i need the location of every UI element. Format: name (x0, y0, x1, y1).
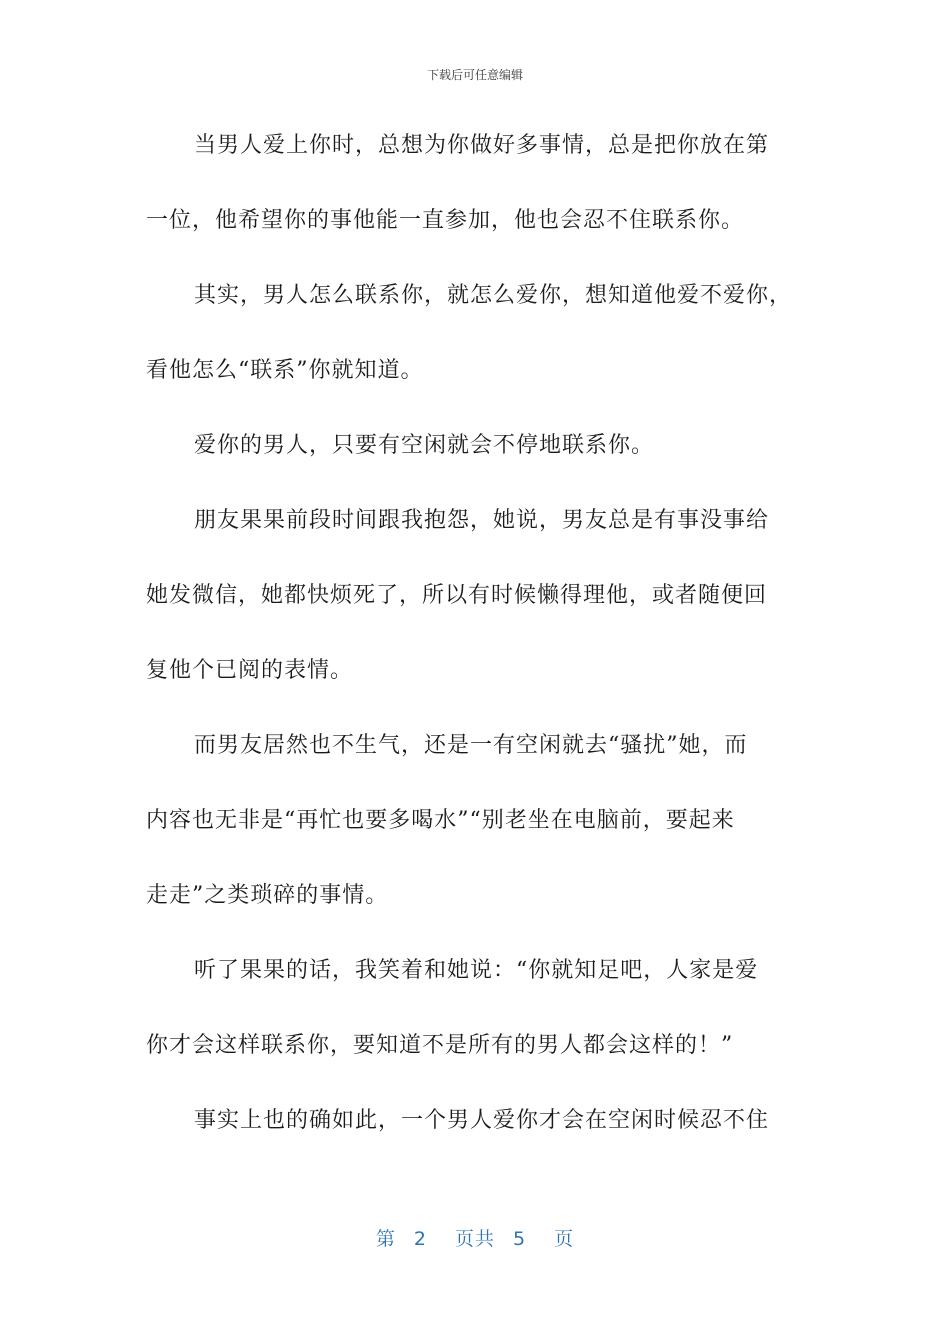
paragraph-line: 看他怎么“联系”你就知道。 (146, 358, 424, 383)
page-footer (0, 1224, 950, 1251)
paragraph-line: 而男友居然也不生气，还是一有空闲就去“骚扰”她，而 (194, 733, 748, 758)
page-middle-label: 页共 (454, 1228, 495, 1250)
current-page-number: 2 (413, 1228, 427, 1250)
paragraph-line: 走走”之类琐碎的事情。 (146, 883, 389, 908)
page-prefix: 第 (375, 1228, 396, 1250)
document-body (146, 120, 806, 1170)
paragraph-line: 复他个已阅的表情。 (146, 658, 354, 683)
paragraph-line: 她发微信，她都快烦死了，所以有时候懒得理他，或者随便回 (146, 583, 768, 608)
paragraph-line: 朋友果果前段时间跟我抱怨，她说，男友总是有事没事给 (194, 508, 770, 533)
page-suffix: 页 (554, 1228, 575, 1250)
paragraph-line: 听了果果的话，我笑着和她说：“你就知足吧，人家是爱 (194, 958, 759, 983)
paragraph-line: 其实，男人怎么联系你，就怎么爱你，想知道他爱不爱你， (194, 283, 793, 308)
paragraph-line: 内容也无非是“再忙也要多喝水”“别老坐在电脑前，要起来 (146, 808, 735, 833)
paragraph-line: 当男人爱上你时，总想为你做好多事情，总是把你放在第 (194, 133, 770, 158)
header-note: 下载后可任意编辑 (426, 68, 523, 82)
paragraph-line: 爱你的男人，只要有空闲就会不停地联系你。 (194, 433, 655, 458)
paragraph-line: 你才会这样联系你，要知道不是所有的男人都会这样的！” (146, 1033, 734, 1058)
paragraph-line: 事实上也的确如此，一个男人爱你才会在空闲时候忍不住 (194, 1108, 770, 1133)
paragraph-line: 一位，他希望你的事他能一直参加，他也会忍不住联系你。 (146, 208, 745, 233)
total-pages-number: 5 (513, 1228, 527, 1250)
